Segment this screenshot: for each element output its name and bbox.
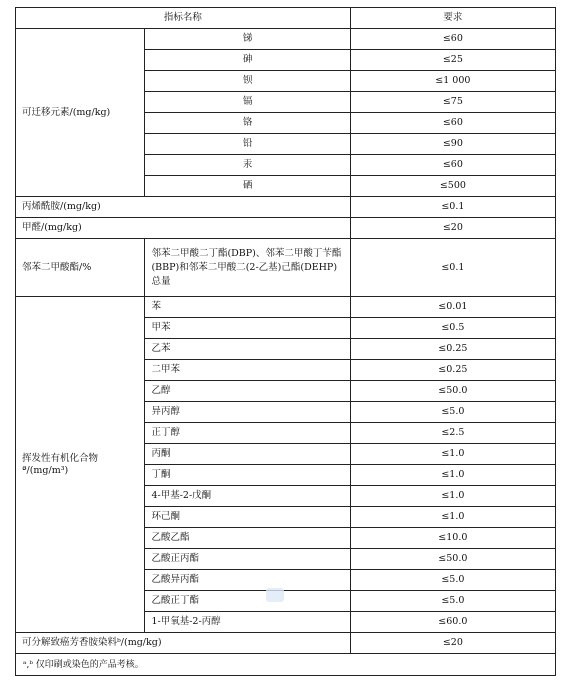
item-cell: 硒 — [145, 176, 350, 197]
header-row — [16, 8, 556, 29]
req-cell: ≤1 000 — [350, 71, 555, 92]
req-cell: ≤500 — [350, 176, 555, 197]
item-cell: 乙酸乙酯 — [145, 528, 350, 549]
table-row — [16, 633, 556, 654]
item-cell: 钡 — [145, 71, 350, 92]
item-cell: 丙酮 — [145, 444, 350, 465]
voc-label: 挥发性有机化合物ª/(mg/m³) — [16, 297, 145, 633]
req-cell: ≤0.01 — [350, 297, 555, 318]
table-row — [16, 218, 556, 239]
item-cell: 镉 — [145, 92, 350, 113]
phthalates-item: 邻苯二甲酸二丁酯(DBP)、邻苯二甲酸丁苄酯(BBP)和邻苯二甲酸二(2-乙基)己酯(DEHP)总量 — [145, 239, 350, 297]
req-cell: ≤60 — [350, 29, 555, 50]
req-cell: ≤0.25 — [350, 339, 555, 360]
acrylamide-label: 丙烯酰胺/(mg/kg) — [16, 197, 351, 218]
item-cell: 砷 — [145, 50, 350, 71]
req-cell: ≤25 — [350, 50, 555, 71]
req-cell: ≤5.0 — [350, 591, 555, 612]
table-row — [16, 239, 556, 297]
req-cell: ≤2.5 — [350, 423, 555, 444]
req-cell: ≤0.25 — [350, 360, 555, 381]
req-cell: ≤0.5 — [350, 318, 555, 339]
item-cell: 异丙醇 — [145, 402, 350, 423]
req-cell: ≤1.0 — [350, 486, 555, 507]
req-cell: ≤1.0 — [350, 507, 555, 528]
header-name: 指标名称 — [16, 8, 351, 29]
note-row — [16, 654, 556, 676]
watermark-icon — [266, 588, 284, 602]
req-cell: ≤90 — [350, 134, 555, 155]
req-cell: ≤5.0 — [350, 402, 555, 423]
item-cell: 正丁醇 — [145, 423, 350, 444]
req-cell: ≤1.0 — [350, 444, 555, 465]
item-cell: 铬 — [145, 113, 350, 134]
item-cell: 乙酸异丙酯 — [145, 570, 350, 591]
item-cell: 4-甲基-2-戊酮 — [145, 486, 350, 507]
table-row — [16, 197, 556, 218]
req-cell: ≤50.0 — [350, 381, 555, 402]
req-cell: ≤5.0 — [350, 570, 555, 591]
req-cell: ≤75 — [350, 92, 555, 113]
req-cell: ≤20 — [350, 633, 555, 654]
item-cell: 乙酸正丙酯 — [145, 549, 350, 570]
item-cell: 丁酮 — [145, 465, 350, 486]
item-cell: 苯 — [145, 297, 350, 318]
req-cell: ≤0.1 — [350, 197, 555, 218]
item-cell: 铅 — [145, 134, 350, 155]
header-requirement: 要求 — [350, 8, 555, 29]
req-cell: ≤60.0 — [350, 612, 555, 633]
req-cell: ≤20 — [350, 218, 555, 239]
req-cell: ≤60 — [350, 155, 555, 176]
item-cell: 锑 — [145, 29, 350, 50]
table-row — [16, 29, 556, 50]
dyes-label: 可分解致癌芳香胺染料ᵇ/(mg/kg) — [16, 633, 351, 654]
item-cell: 甲苯 — [145, 318, 350, 339]
item-cell: 汞 — [145, 155, 350, 176]
item-cell: 环己酮 — [145, 507, 350, 528]
requirements-table — [15, 7, 556, 676]
item-cell: 二甲苯 — [145, 360, 350, 381]
req-cell: ≤10.0 — [350, 528, 555, 549]
item-cell: 乙醇 — [145, 381, 350, 402]
table-row — [16, 297, 556, 318]
item-cell: 乙酸正丁酯 — [145, 591, 350, 612]
req-cell: ≤1.0 — [350, 465, 555, 486]
item-cell: 1-甲氧基-2-丙醇 — [145, 612, 350, 633]
item-cell: 乙苯 — [145, 339, 350, 360]
footnote: ᵃ,ᵇ 仅印刷或染色的产品考核。 — [16, 654, 556, 676]
migratable-label: 可迁移元素/(mg/kg) — [16, 29, 145, 197]
req-cell: ≤0.1 — [350, 239, 555, 297]
formaldehyde-label: 甲醛/(mg/kg) — [16, 218, 351, 239]
phthalates-label: 邻苯二甲酸酯/% — [16, 239, 145, 297]
req-cell: ≤50.0 — [350, 549, 555, 570]
req-cell: ≤60 — [350, 113, 555, 134]
